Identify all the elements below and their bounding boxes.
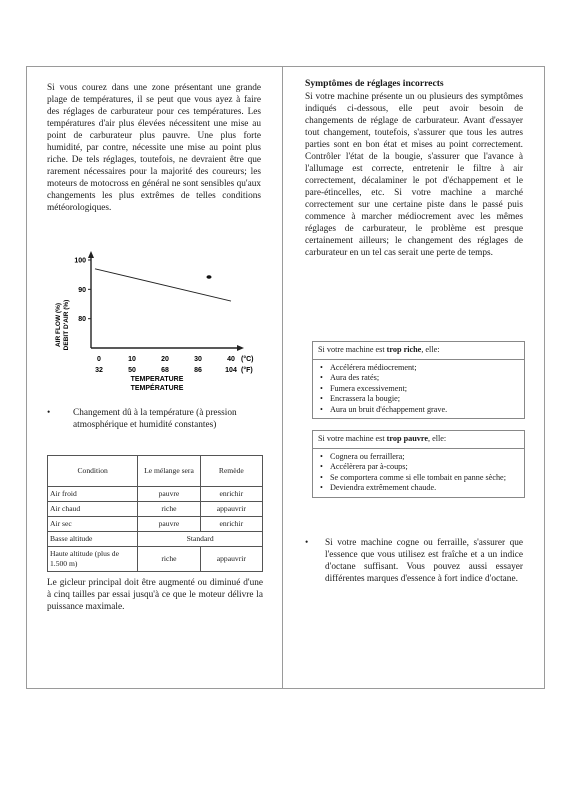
rich-symptoms-box — [312, 341, 525, 419]
bullet-dot: • — [47, 408, 51, 418]
list-item: • Accélèrera par à-coups; — [320, 462, 519, 473]
y-tick-label: 80 — [78, 316, 86, 324]
temperature-airflow-chart — [47, 250, 261, 392]
rich-box-heading — [313, 342, 524, 360]
cell-condition: Air chaud — [48, 502, 138, 517]
x-tick-label-celsius: 20 — [161, 356, 169, 363]
cell-remedy: appauvrir — [200, 502, 262, 517]
intro-paragraph: Si vous courez dans une zone présentant une grande plage de températures, il se peut que vous ayez à faire des réglages de carburateur pour ces températures. Les températures d'air plus élevées nécessitent une mise au point de carburateur plus pauvre. Une plus forte humidité, par contre, nécessite une mise au point plus riche. De tels réglages, toutefois, ne devraient être que rarement nécessaires pour la majorité des coureurs; les moteurs de motocross en général ne sont sensibles qu'aux changements les plus extrêmes de telles conditions météorologiques. — [47, 83, 261, 213]
rich-heading-post: , elle: — [421, 345, 440, 354]
cell-condition: Haute altitude (plus de 1.500 m) — [48, 547, 138, 572]
unit-fahrenheit: (°F) — [241, 367, 253, 374]
knock-advice — [305, 537, 523, 585]
lean-heading-post: , elle: — [428, 434, 447, 443]
lean-heading-bold: trop pauvre — [386, 434, 428, 443]
y-tick-label: 100 — [74, 257, 86, 265]
column-divider — [282, 66, 283, 689]
right-column — [305, 78, 523, 259]
temperature-note-text: Changement dû à la température (à pression atmosphérique et humidité constantes) — [73, 408, 237, 430]
table-header-row — [48, 456, 263, 487]
cell-mixture: pauvre — [138, 517, 200, 532]
y-label-fr: DEBIT D'AIR (%) — [63, 299, 70, 351]
temperature-note — [47, 407, 265, 431]
x-tick-label-celsius: 40 — [227, 356, 235, 363]
x-tick-label-celsius: 30 — [194, 356, 202, 363]
list-item: • Se comportera comme si elle tombait en panne sèche; — [320, 473, 519, 484]
jet-size-paragraph: Le gicleur principal doit être augmenté ou diminué d'une à cinq tailles par essai jusqu'à ce que le moteur délivre la puissance maximale. — [47, 578, 263, 612]
header-condition: Condition — [48, 456, 138, 487]
cell-condition: Air sec — [48, 517, 138, 532]
cell-remedy: appauvrir — [200, 547, 262, 572]
table-row — [48, 517, 263, 532]
airflow-line — [95, 269, 231, 301]
section-title: Symptômes de réglages incorrects — [305, 78, 444, 89]
x-tick-label-celsius: 10 — [128, 356, 136, 363]
lean-symptoms-box — [312, 430, 525, 498]
rich-symptom-list — [313, 360, 524, 419]
y-axis-arrow — [88, 251, 94, 258]
unit-celsius: (°C) — [241, 356, 254, 363]
cell-mixture: riche — [138, 502, 200, 517]
list-item: • Aura un bruit d'échappement grave. — [320, 405, 519, 416]
cell-condition: Air froid — [48, 487, 138, 502]
list-item: • Deviendra extrêmement chaude. — [320, 483, 519, 494]
list-item: • Aura des ratés; — [320, 373, 519, 384]
lean-symptom-list — [313, 449, 524, 497]
symptoms-paragraph: Si votre machine présente un ou plusieurs des symptômes indiqués ci-dessous, elle peut avoir besoin de changements de réglage de carburateur. Avant d'essayer tout changement, toutefois, s'assurer que tous les autres parties sont en bon état et mises au point correctement. Contrôler l'état de la bougie, s'assurer que l'avance à l'allumage est correcte, entretenir le filtre à air correctement, décalaminer le pot d'échappement et le pare-étincelles, etc. Si votre machine a marché correctement sur une certaine piste dans le passé puis commence à marcher médiocrement avec les mêmes réglages de carburateur, le problème est presque certainement ailleurs; le changement des réglages de carburateur en un tel cas serait une perte de temps. — [305, 92, 523, 258]
cell-condition: Basse altitude — [48, 532, 138, 547]
cell-mixture: pauvre — [138, 487, 200, 502]
ink-dot — [207, 275, 212, 279]
condition-table — [47, 455, 263, 572]
y-axis-labels — [55, 300, 70, 351]
table-row — [48, 547, 263, 572]
header-remedy: Remède — [200, 456, 262, 487]
x-tick-label-fahrenheit: 68 — [161, 367, 169, 374]
x-tick-label-fahrenheit: 50 — [128, 367, 136, 374]
x-label-en: TEMPERATURE — [130, 376, 184, 383]
table-row — [48, 502, 263, 517]
header-mixture: Le mélange sera — [138, 456, 200, 487]
y-tick-label: 90 — [78, 286, 86, 294]
left-column — [47, 82, 261, 214]
lean-box-heading — [313, 431, 524, 449]
cell-mixture: riche — [138, 547, 200, 572]
cell-remedy: enrichir — [200, 487, 262, 502]
x-tick-label-celsius: 0 — [97, 356, 101, 363]
y-label-en: AIR FLOW (%) — [55, 302, 62, 348]
x-tick-label-fahrenheit: 104 — [225, 367, 237, 374]
cell-remedy: enrichir — [200, 517, 262, 532]
bullet-dot: • — [305, 538, 309, 548]
x-tick-label-fahrenheit: 32 — [95, 367, 103, 374]
rich-heading-pre: Si votre machine est — [318, 345, 387, 354]
list-item: • Accélérera médiocrement; — [320, 363, 519, 374]
x-label-fr: TEMPÉRATURE — [130, 385, 184, 392]
table-row — [48, 532, 263, 547]
x-tick-label-fahrenheit: 86 — [194, 367, 202, 374]
knock-advice-text: Si votre machine cogne ou ferraille, s'assurer que l'essence que vous utilisez est fraîche et a un indice d'octane suffisant. Vous pouvez aussi essayer différentes marques d'essence à fort indice d'octane. — [325, 538, 523, 584]
list-item: • Cognera ou ferraillera; — [320, 452, 519, 463]
cell-standard: Standard — [138, 532, 263, 547]
table-row — [48, 487, 263, 502]
list-item: • Encrassera la bougie; — [320, 394, 519, 405]
rich-heading-bold: trop riche — [386, 345, 422, 354]
list-item: • Fumera excessivement; — [320, 384, 519, 395]
lean-heading-pre: Si votre machine est — [318, 434, 387, 443]
x-axis-arrow — [237, 345, 244, 351]
